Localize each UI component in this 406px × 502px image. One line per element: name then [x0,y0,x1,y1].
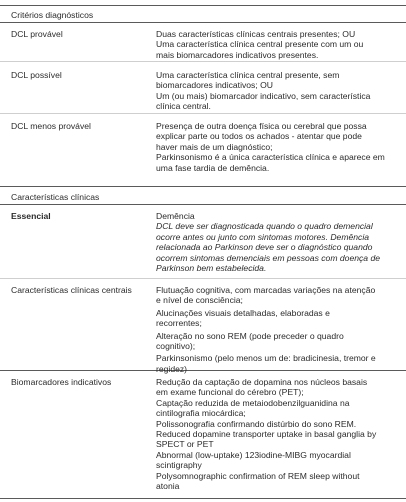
text-line: uma fase tardia de demência. [156,162,270,173]
text-line: regidez) [156,363,188,374]
section-header-caracteristicas: Características clínicas [11,192,100,202]
row-label-centrais: Características clínicas centrais [11,285,132,295]
centrais-description [156,285,376,374]
bottom-rule [0,498,406,499]
text-line: Flutuação cognitiva, com marcadas variações na atenção [156,285,376,295]
row-description [156,121,385,173]
biomarcadores-description [156,377,376,491]
text-line: biomarcadores indicativos; OU [156,80,274,91]
row-label: DCL menos provável [11,121,91,131]
text-line: ocorre antes ou junto com sintomas motores. Demência [156,231,370,242]
text-line: recorrentes; [156,318,202,329]
text-line: Polissonografia confirmando distúrbio do sono REM. [156,418,357,429]
row-label-essencial: Essencial [11,211,51,221]
text-line: Parkinsonismo (pelo menos um de: bradicinesia, tremor e [156,353,376,364]
essencial-description [156,211,380,273]
row-divider [0,113,406,114]
text-line: Reduced dopamine transporter uptake in basal ganglia by [156,429,377,440]
text-line: ocorrem sintomas demenciais em pessoas com doença de [156,252,381,263]
text-line: Polysomnographic confirmation of REM sleep without [156,470,360,481]
text-line: Presença de outra doença física ou cerebral que possa [156,121,367,131]
text-line: Um (ou mais) biomarcador indicativo, sem característica [156,90,371,101]
top-rule [0,5,406,6]
section-header-criterios: Critérios diagnósticos [11,10,94,20]
text-line: atonia [156,481,180,492]
text-line: Uma característica clínica central presente, sem [156,70,340,80]
text-line: mais biomarcadores indicativos presentes. [156,49,319,60]
text-line: cognitivo); [156,341,196,352]
text-line: e nível de consciência; [156,295,243,306]
row-label: DCL provável [11,29,63,39]
text-line: clínica central. [156,101,211,112]
text-line: Captação reduzida de metaiodobenzilguanidina na [156,397,350,408]
row-label-biomarcadores: Biomarcadores indicativos [11,377,112,387]
text-line: Parkinson bem estabelecida. [156,263,267,274]
row-divider [0,278,406,279]
text-line: Duas características clínicas centrais presentes; OU [156,29,356,39]
row-description [156,70,370,112]
text-line: haver mais de um diagnóstico; [156,141,273,152]
text-line: scintigraphy [156,460,202,471]
row-divider [0,61,406,62]
section-rule [0,186,406,187]
text-line: Redução da captação de dopamina nos núcleos basais [156,377,368,387]
text-line: SPECT or PET [156,439,214,450]
text-line: DCL deve ser diagnosticada quando o quadro demencial [156,221,373,232]
text-line: Abnormal (low-uptake) 123iodine-MIBG myocardial [156,449,351,460]
text-line: em exame funcional do cérebro (PET); [156,387,304,398]
row-label: DCL possível [11,70,62,80]
text-line: relacionada ao Parkinson deve ser o diagnóstico quando [156,242,373,253]
header-rule [0,204,406,205]
essencial-title: Demência [156,211,195,221]
text-line: Parkinsonismo é a única característica clínica e aparece em [156,152,385,163]
text-line: cintilografia miocárdica; [156,408,246,419]
text-line: explicar parte ou todos os achados - atentar que pode [156,131,362,142]
header-rule [0,22,406,23]
text-line: Alteração no sono REM (pode preceder o quadro [156,330,344,341]
text-line: Alucinações visuais detalhadas, elaboradas e [156,307,330,318]
text-line: Uma característica clínica central presente com um ou [156,39,364,50]
row-description [156,29,363,60]
